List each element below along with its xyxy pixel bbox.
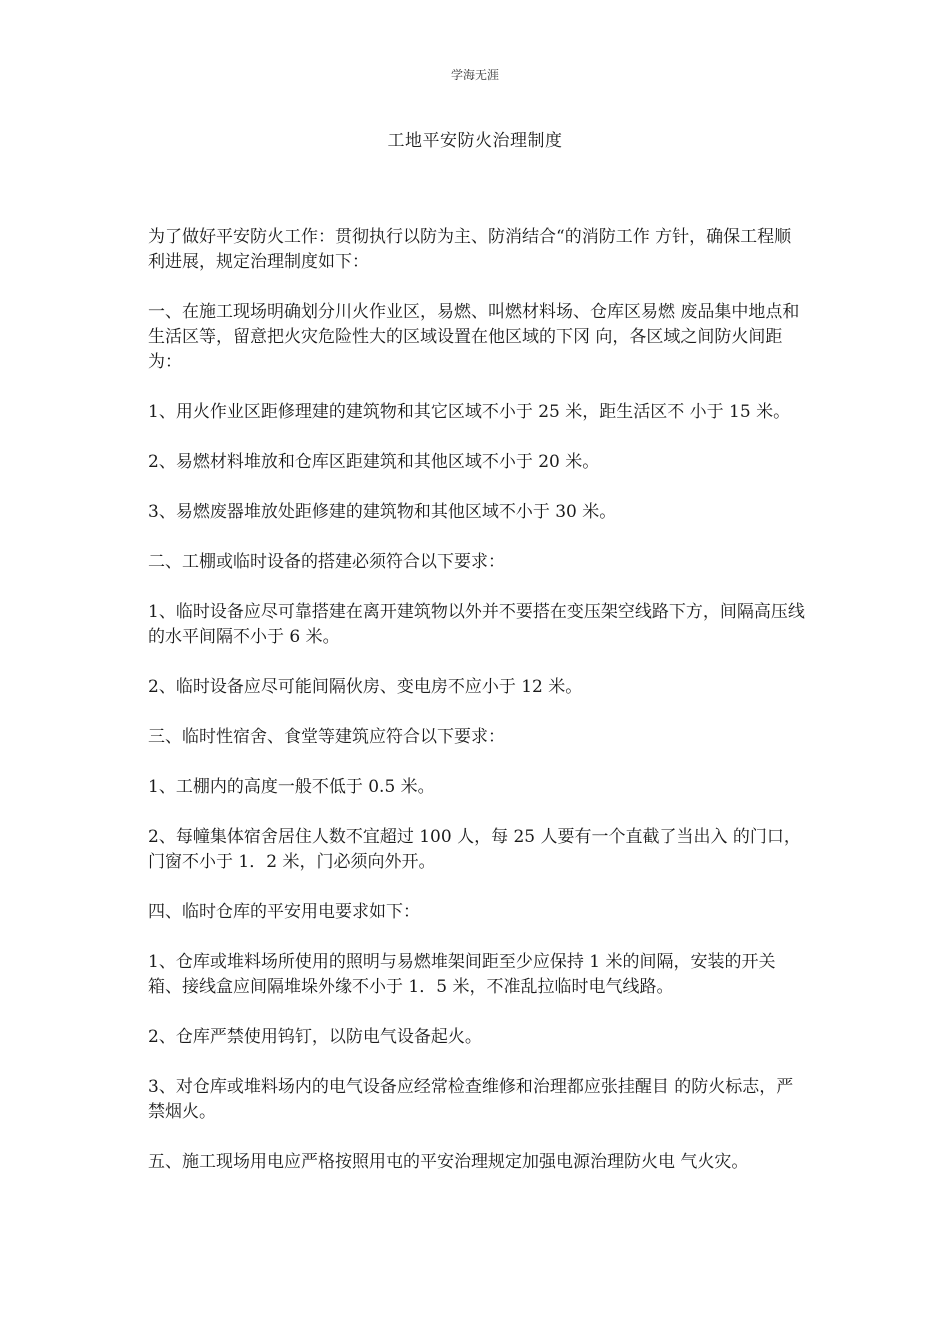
paragraph-item: 1、用火作业区距修理建的建筑物和其它区域不小于 25 米，距生活区不 小于 15 米。 <box>148 402 791 422</box>
paragraph-item: 2、易燃材料堆放和仓库区距建筑和其他区域不小于 20 米。 <box>148 452 600 472</box>
paragraph-intro: 为了做好平安防火工作：贯彻执行以防为主、防消结合“的消防工作 方针，确保工程顺利进展，规定治理制度如下： <box>148 227 792 272</box>
paragraph-item: 2、每幢集体宿舍居住人数不宜超过 100 人，每 25 人要有一个直截了当出入 的门口，门窗不小于 1．2 米，门必须向外开。 <box>148 827 801 872</box>
paragraph-item: 3、对仓库或堆料场内的电气设备应经常检查维修和治理都应张挂醒目 的防火标志，严禁烟火。 <box>148 1077 794 1122</box>
paragraph-section-1: 一、在施工现场明确划分川火作业区，易燃、叫燃材料场、仓库区易燃 废品集中地点和生活区等，留意把火灾危险性大的区域设置在他区域的下冈 向，各区域之间防火间距为： <box>148 302 800 372</box>
paragraph-item: 1、工棚内的高度一般不低于 0.5 米。 <box>148 777 435 797</box>
paragraph-section-4: 四、临时仓库的平安用电要求如下： <box>148 902 420 922</box>
paragraph-section-5: 五、施工现场用电应严格按照用屯的平安治理规定加强电源治理防火电 气火灾。 <box>148 1152 749 1172</box>
page-header: 学海无涯 <box>450 68 499 82</box>
paragraph-item: 2、临时设备应尽可能间隔伙房、变电房不应小于 12 米。 <box>148 677 583 697</box>
paragraph-item: 1、临时设备应尽可靠搭建在离开建筑物以外并不要搭在变压架空线路下方，间隔高压线的水平间隔不小于 6 米。 <box>148 602 805 647</box>
paragraph-item: 2、仓库严禁使用钨钉，以防电气设备起火。 <box>148 1027 482 1047</box>
document-title: 工地平安防火治理制度 <box>387 131 563 151</box>
paragraph-section-3: 三、临时性宿舍、食堂等建筑应符合以下要求： <box>148 727 505 747</box>
document-body <box>148 225 808 1200</box>
paragraph-item: 3、易燃废器堆放处距修建的建筑物和其他区域不小于 30 米。 <box>148 502 617 522</box>
paragraph-item: 1、仓库或堆料场所使用的照明与易燃堆架间距至少应保持 1 米的间隔，安装的开关箱、接线盒应间隔堆垛外缘不小于 1．5 米，不准乱拉临时电气线路。 <box>148 952 776 997</box>
paragraph-section-2: 二、工棚或临时设备的搭建必须符合以下要求： <box>148 552 505 572</box>
